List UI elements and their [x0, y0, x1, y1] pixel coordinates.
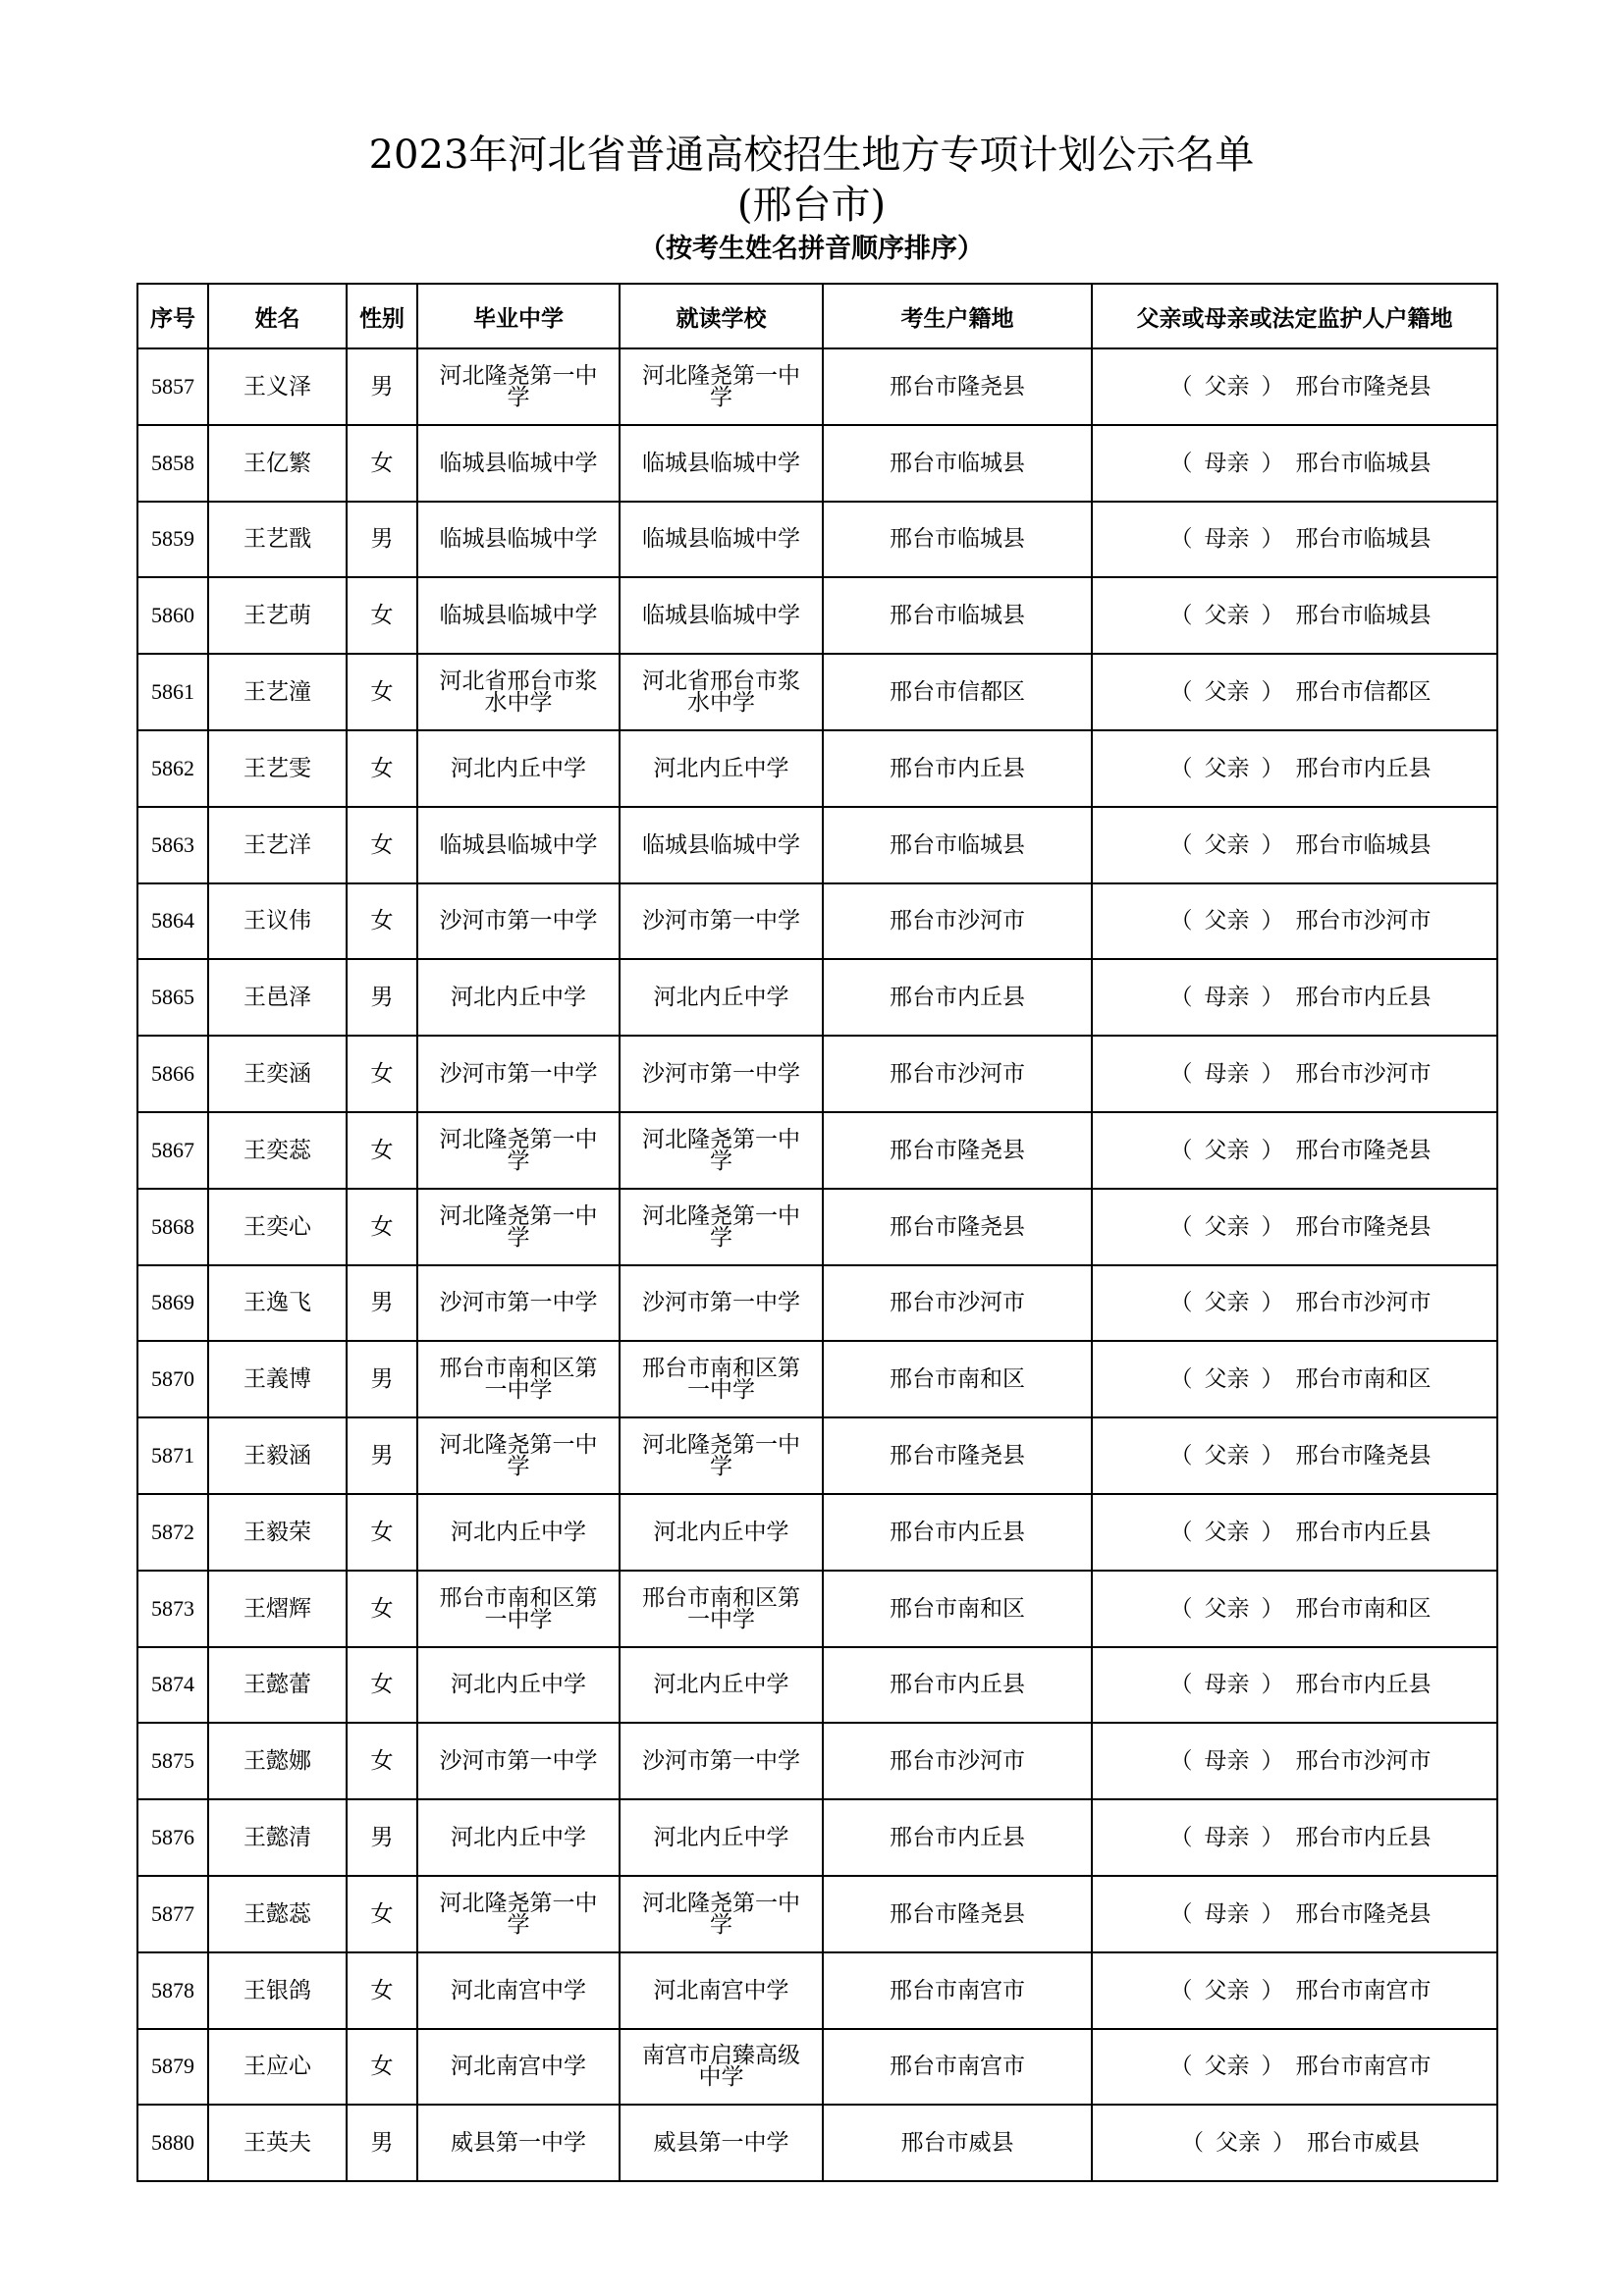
cell-name: 王义泽	[208, 348, 347, 425]
cell-name: 王奕蕊	[208, 1112, 347, 1189]
cell-parent-hukou: （ 母亲 ） 邢台市内丘县	[1092, 959, 1497, 1036]
cell-no: 5868	[137, 1189, 208, 1265]
cell-hukou: 邢台市内丘县	[823, 959, 1092, 1036]
cell-hukou: 邢台市内丘县	[823, 1799, 1092, 1876]
cell-gender: 女	[347, 654, 417, 730]
cell-grad-school: 沙河市第一中学	[417, 883, 620, 960]
parent-hukou-value: 邢台市沙河市	[1295, 908, 1432, 934]
parent-hukou-value: 邢台市临城县	[1295, 831, 1432, 858]
col-header-no: 序号	[137, 284, 208, 348]
relation-label: 母亲	[1204, 450, 1250, 476]
cell-grad-school: 河北内丘中学	[417, 1799, 620, 1876]
cell-school: 沙河市第一中学	[620, 1265, 823, 1342]
cell-gender: 男	[347, 2105, 417, 2181]
cell-name: 王熠辉	[208, 1571, 347, 1647]
cell-gender: 男	[347, 348, 417, 425]
cell-no: 5879	[137, 2029, 208, 2106]
parent-hukou-value: 邢台市沙河市	[1295, 1748, 1432, 1775]
col-header-school: 就读学校	[620, 284, 823, 348]
cell-parent-hukou: （ 父亲 ） 邢台市沙河市	[1092, 1265, 1497, 1342]
cell-grad-school: 沙河市第一中学	[417, 1723, 620, 1799]
table-row	[137, 1571, 1497, 1647]
cell-gender: 女	[347, 1952, 417, 2029]
cell-hukou: 邢台市临城县	[823, 502, 1092, 578]
parent-hukou-value: 邢台市临城县	[1295, 603, 1432, 629]
cell-school: 临城县临城中学	[620, 502, 823, 578]
cell-no: 5876	[137, 1799, 208, 1876]
parent-hukou-value: 邢台市内丘县	[1295, 1672, 1432, 1698]
parent-hukou-value: 邢台市南宫市	[1295, 2054, 1432, 2080]
cell-school: 邢台市南和区第一中学	[620, 1571, 823, 1647]
cell-grad-school: 河北内丘中学	[417, 959, 620, 1036]
cell-gender: 男	[347, 1265, 417, 1342]
cell-school: 邢台市南和区第一中学	[620, 1341, 823, 1417]
cell-name: 王应心	[208, 2029, 347, 2106]
relation-label: 父亲	[1204, 1443, 1250, 1469]
col-header-gender: 性别	[347, 284, 417, 348]
table-row	[137, 2105, 1497, 2181]
col-header-grad-school: 毕业中学	[417, 284, 620, 348]
parent-hukou-value: 邢台市信都区	[1295, 679, 1432, 706]
cell-gender: 男	[347, 1341, 417, 1417]
cell-school: 河北隆尧第一中学	[620, 1189, 823, 1265]
table-header-row	[137, 284, 1497, 348]
cell-name: 王義博	[208, 1341, 347, 1417]
relation-label: 父亲	[1204, 1137, 1250, 1163]
cell-no: 5859	[137, 502, 208, 578]
relation-label: 父亲	[1204, 1519, 1250, 1545]
cell-hukou: 邢台市沙河市	[823, 1036, 1092, 1112]
cell-hukou: 邢台市沙河市	[823, 1723, 1092, 1799]
table-row	[137, 1952, 1497, 2029]
table-row	[137, 1112, 1497, 1189]
cell-name: 王逸飞	[208, 1265, 347, 1342]
cell-grad-school: 河北隆尧第一中学	[417, 348, 620, 425]
cell-parent-hukou: （ 父亲 ） 邢台市威县	[1092, 2105, 1497, 2181]
relation-label: 母亲	[1204, 1748, 1250, 1775]
relation-label: 父亲	[1204, 755, 1250, 781]
col-header-name: 姓名	[208, 284, 347, 348]
cell-grad-school: 威县第一中学	[417, 2105, 620, 2181]
cell-parent-hukou: （ 母亲 ） 邢台市沙河市	[1092, 1723, 1497, 1799]
cell-gender: 女	[347, 883, 417, 960]
table-row	[137, 348, 1497, 425]
relation-label: 母亲	[1204, 1061, 1250, 1088]
cell-gender: 男	[347, 502, 417, 578]
parent-hukou-value: 邢台市隆尧县	[1295, 1213, 1432, 1240]
cell-parent-hukou: （ 母亲 ） 邢台市临城县	[1092, 425, 1497, 502]
table-row	[137, 1799, 1497, 1876]
cell-school: 临城县临城中学	[620, 425, 823, 502]
cell-school: 沙河市第一中学	[620, 1723, 823, 1799]
cell-name: 王懿娜	[208, 1723, 347, 1799]
cell-gender: 女	[347, 1571, 417, 1647]
cell-school: 沙河市第一中学	[620, 883, 823, 960]
relation-label: 父亲	[1204, 1213, 1250, 1240]
cell-gender: 女	[347, 1494, 417, 1571]
cell-parent-hukou: （ 父亲 ） 邢台市内丘县	[1092, 1494, 1497, 1571]
cell-hukou: 邢台市隆尧县	[823, 1417, 1092, 1494]
cell-school: 河北隆尧第一中学	[620, 348, 823, 425]
cell-no: 5866	[137, 1036, 208, 1112]
cell-hukou: 邢台市内丘县	[823, 1647, 1092, 1724]
cell-hukou: 邢台市威县	[823, 2105, 1092, 2181]
table-row	[137, 1036, 1497, 1112]
relation-label: 父亲	[1216, 2130, 1261, 2157]
cell-name: 王邑泽	[208, 959, 347, 1036]
table-row	[137, 959, 1497, 1036]
cell-name: 王亿繁	[208, 425, 347, 502]
cell-no: 5858	[137, 425, 208, 502]
cell-no: 5862	[137, 730, 208, 807]
cell-no: 5872	[137, 1494, 208, 1571]
table-row	[137, 1189, 1497, 1265]
cell-no: 5865	[137, 959, 208, 1036]
cell-name: 王艺潼	[208, 654, 347, 730]
col-header-hukou: 考生户籍地	[823, 284, 1092, 348]
cell-no: 5867	[137, 1112, 208, 1189]
parent-hukou-value: 邢台市隆尧县	[1295, 1900, 1432, 1927]
table-row	[137, 1723, 1497, 1799]
cell-name: 王毅荣	[208, 1494, 347, 1571]
cell-hukou: 邢台市隆尧县	[823, 348, 1092, 425]
cell-name: 王艺洋	[208, 807, 347, 883]
relation-label: 母亲	[1204, 526, 1250, 553]
cell-grad-school: 河北内丘中学	[417, 1647, 620, 1724]
cell-school: 河北内丘中学	[620, 959, 823, 1036]
parent-hukou-value: 邢台市内丘县	[1295, 1825, 1432, 1851]
cell-no: 5860	[137, 577, 208, 654]
cell-hukou: 邢台市南和区	[823, 1341, 1092, 1417]
cell-name: 王银鸽	[208, 1952, 347, 2029]
cell-school: 河北南宫中学	[620, 1952, 823, 2029]
cell-hukou: 邢台市信都区	[823, 654, 1092, 730]
cell-school: 河北隆尧第一中学	[620, 1417, 823, 1494]
cell-no: 5877	[137, 1876, 208, 1952]
parent-hukou-value: 邢台市隆尧县	[1295, 1137, 1432, 1163]
relation-label: 母亲	[1204, 985, 1250, 1011]
cell-grad-school: 河北内丘中学	[417, 1494, 620, 1571]
cell-parent-hukou: （ 母亲 ） 邢台市内丘县	[1092, 1799, 1497, 1876]
cell-school: 河北内丘中学	[620, 1799, 823, 1876]
cell-hukou: 邢台市隆尧县	[823, 1876, 1092, 1952]
parent-hukou-value: 邢台市沙河市	[1295, 1061, 1432, 1088]
cell-no: 5874	[137, 1647, 208, 1724]
relation-label: 父亲	[1204, 603, 1250, 629]
page-title: 2023年河北省普通高校招生地方专项计划公示名单	[368, 133, 1255, 178]
cell-parent-hukou: （ 父亲 ） 邢台市南宫市	[1092, 2029, 1497, 2106]
cell-hukou: 邢台市南宫市	[823, 1952, 1092, 2029]
cell-gender: 女	[347, 1112, 417, 1189]
cell-no: 5861	[137, 654, 208, 730]
cell-grad-school: 沙河市第一中学	[417, 1265, 620, 1342]
cell-gender: 女	[347, 577, 417, 654]
relation-label: 父亲	[1204, 1290, 1250, 1316]
cell-name: 王懿蕊	[208, 1876, 347, 1952]
cell-school: 沙河市第一中学	[620, 1036, 823, 1112]
cell-grad-school: 河北省邢台市浆水中学	[417, 654, 620, 730]
cell-no: 5878	[137, 1952, 208, 2029]
cell-no: 5875	[137, 1723, 208, 1799]
cell-no: 5863	[137, 807, 208, 883]
cell-gender: 女	[347, 1647, 417, 1724]
parent-hukou-value: 邢台市南和区	[1295, 1595, 1432, 1622]
parent-hukou-value: 邢台市南宫市	[1295, 1977, 1432, 2003]
table-row	[137, 1417, 1497, 1494]
table-row	[137, 1494, 1497, 1571]
relation-label: 母亲	[1204, 1900, 1250, 1927]
relation-label: 父亲	[1204, 1366, 1250, 1393]
cell-hukou: 邢台市沙河市	[823, 883, 1092, 960]
cell-grad-school: 邢台市南和区第一中学	[417, 1571, 620, 1647]
cell-gender: 女	[347, 2029, 417, 2106]
cell-name: 王懿清	[208, 1799, 347, 1876]
parent-hukou-value: 邢台市隆尧县	[1295, 1443, 1432, 1469]
table-row	[137, 1876, 1497, 1952]
cell-grad-school: 临城县临城中学	[417, 807, 620, 883]
cell-parent-hukou: （ 父亲 ） 邢台市隆尧县	[1092, 1112, 1497, 1189]
relation-label: 父亲	[1204, 908, 1250, 934]
parent-hukou-value: 邢台市沙河市	[1295, 1290, 1432, 1316]
cell-grad-school: 沙河市第一中学	[417, 1036, 620, 1112]
cell-gender: 男	[347, 1799, 417, 1876]
cell-grad-school: 河北隆尧第一中学	[417, 1876, 620, 1952]
cell-name: 王英夫	[208, 2105, 347, 2181]
cell-grad-school: 河北南宫中学	[417, 1952, 620, 2029]
cell-grad-school: 临城县临城中学	[417, 577, 620, 654]
cell-name: 王毅涵	[208, 1417, 347, 1494]
table-row	[137, 730, 1497, 807]
relation-label: 父亲	[1204, 2054, 1250, 2080]
roster-table	[136, 283, 1498, 2182]
cell-school: 河北内丘中学	[620, 730, 823, 807]
cell-gender: 男	[347, 1417, 417, 1494]
relation-label: 父亲	[1204, 373, 1250, 400]
cell-no: 5869	[137, 1265, 208, 1342]
cell-no: 5873	[137, 1571, 208, 1647]
cell-hukou: 邢台市隆尧县	[823, 1189, 1092, 1265]
cell-parent-hukou: （ 父亲 ） 邢台市隆尧县	[1092, 348, 1497, 425]
table-body	[137, 348, 1497, 2181]
cell-grad-school: 河北内丘中学	[417, 730, 620, 807]
cell-name: 王议伟	[208, 883, 347, 960]
parent-hukou-value: 邢台市内丘县	[1295, 1519, 1432, 1545]
cell-hukou: 邢台市临城县	[823, 577, 1092, 654]
cell-no: 5864	[137, 883, 208, 960]
parent-hukou-value: 邢台市内丘县	[1295, 985, 1432, 1011]
cell-hukou: 邢台市内丘县	[823, 1494, 1092, 1571]
cell-parent-hukou: （ 父亲 ） 邢台市南宫市	[1092, 1952, 1497, 2029]
cell-parent-hukou: （ 母亲 ） 邢台市沙河市	[1092, 1036, 1497, 1112]
table-row	[137, 2029, 1497, 2106]
cell-school: 临城县临城中学	[620, 807, 823, 883]
cell-hukou: 邢台市临城县	[823, 425, 1092, 502]
cell-school: 河北内丘中学	[620, 1647, 823, 1724]
cell-name: 王奕涵	[208, 1036, 347, 1112]
cell-school: 南宫市启臻高级中学	[620, 2029, 823, 2106]
relation-label: 母亲	[1204, 1825, 1250, 1851]
cell-parent-hukou: （ 母亲 ） 邢台市内丘县	[1092, 1647, 1497, 1724]
cell-grad-school: 邢台市南和区第一中学	[417, 1341, 620, 1417]
cell-gender: 女	[347, 1036, 417, 1112]
cell-hukou: 邢台市临城县	[823, 807, 1092, 883]
table-row	[137, 807, 1497, 883]
relation-label: 父亲	[1204, 831, 1250, 858]
cell-no: 5857	[137, 348, 208, 425]
parent-hukou-value: 邢台市临城县	[1295, 526, 1432, 553]
cell-grad-school: 河北隆尧第一中学	[417, 1112, 620, 1189]
table-row	[137, 1647, 1497, 1724]
cell-hukou: 邢台市隆尧县	[823, 1112, 1092, 1189]
relation-label: 父亲	[1204, 1595, 1250, 1622]
table-row	[137, 577, 1497, 654]
cell-name: 王艺萌	[208, 577, 347, 654]
cell-school: 河北省邢台市浆水中学	[620, 654, 823, 730]
cell-gender: 女	[347, 1189, 417, 1265]
cell-no: 5880	[137, 2105, 208, 2181]
cell-name: 王懿蕾	[208, 1647, 347, 1724]
parent-hukou-value: 邢台市临城县	[1295, 450, 1432, 476]
table-row	[137, 425, 1497, 502]
cell-grad-school: 河北南宫中学	[417, 2029, 620, 2106]
cell-gender: 女	[347, 730, 417, 807]
sort-note: （按考生姓名拼音顺序排序）	[639, 234, 984, 264]
cell-parent-hukou: （ 父亲 ） 邢台市南和区	[1092, 1571, 1497, 1647]
cell-hukou: 邢台市南和区	[823, 1571, 1092, 1647]
cell-hukou: 邢台市南宫市	[823, 2029, 1092, 2106]
cell-school: 临城县临城中学	[620, 577, 823, 654]
cell-parent-hukou: （ 父亲 ） 邢台市南和区	[1092, 1341, 1497, 1417]
relation-label: 父亲	[1204, 679, 1250, 706]
parent-hukou-value: 邢台市南和区	[1295, 1366, 1432, 1393]
cell-grad-school: 河北隆尧第一中学	[417, 1417, 620, 1494]
cell-school: 河北隆尧第一中学	[620, 1876, 823, 1952]
cell-school: 威县第一中学	[620, 2105, 823, 2181]
table-row	[137, 502, 1497, 578]
table-row	[137, 654, 1497, 730]
cell-no: 5870	[137, 1341, 208, 1417]
cell-gender: 女	[347, 1876, 417, 1952]
cell-grad-school: 河北隆尧第一中学	[417, 1189, 620, 1265]
cell-parent-hukou: （ 母亲 ） 邢台市隆尧县	[1092, 1876, 1497, 1952]
relation-label: 父亲	[1204, 1977, 1250, 2003]
table-row	[137, 1341, 1497, 1417]
cell-gender: 女	[347, 425, 417, 502]
col-header-parent-hukou: 父亲或母亲或法定监护人户籍地	[1092, 284, 1497, 348]
cell-parent-hukou: （ 父亲 ） 邢台市隆尧县	[1092, 1189, 1497, 1265]
table-row	[137, 1265, 1497, 1342]
cell-gender: 女	[347, 1723, 417, 1799]
cell-gender: 男	[347, 959, 417, 1036]
cell-gender: 女	[347, 807, 417, 883]
cell-name: 王奕心	[208, 1189, 347, 1265]
parent-hukou-value: 邢台市威县	[1307, 2130, 1420, 2157]
cell-hukou: 邢台市内丘县	[823, 730, 1092, 807]
cell-parent-hukou: （ 父亲 ） 邢台市临城县	[1092, 577, 1497, 654]
parent-hukou-value: 邢台市隆尧县	[1295, 373, 1432, 400]
parent-hukou-value: 邢台市内丘县	[1295, 755, 1432, 781]
relation-label: 母亲	[1204, 1672, 1250, 1698]
cell-parent-hukou: （ 父亲 ） 邢台市隆尧县	[1092, 1417, 1497, 1494]
cell-name: 王艺雯	[208, 730, 347, 807]
page-subtitle: (邢台市)	[736, 183, 887, 228]
cell-grad-school: 临城县临城中学	[417, 502, 620, 578]
cell-parent-hukou: （ 父亲 ） 邢台市内丘县	[1092, 730, 1497, 807]
cell-parent-hukou: （ 父亲 ） 邢台市临城县	[1092, 807, 1497, 883]
cell-school: 河北内丘中学	[620, 1494, 823, 1571]
cell-parent-hukou: （ 父亲 ） 邢台市沙河市	[1092, 883, 1497, 960]
cell-no: 5871	[137, 1417, 208, 1494]
cell-parent-hukou: （ 母亲 ） 邢台市临城县	[1092, 502, 1497, 578]
cell-name: 王艺戬	[208, 502, 347, 578]
cell-parent-hukou: （ 父亲 ） 邢台市信都区	[1092, 654, 1497, 730]
cell-grad-school: 临城县临城中学	[417, 425, 620, 502]
cell-hukou: 邢台市沙河市	[823, 1265, 1092, 1342]
table-row	[137, 883, 1497, 960]
cell-school: 河北隆尧第一中学	[620, 1112, 823, 1189]
